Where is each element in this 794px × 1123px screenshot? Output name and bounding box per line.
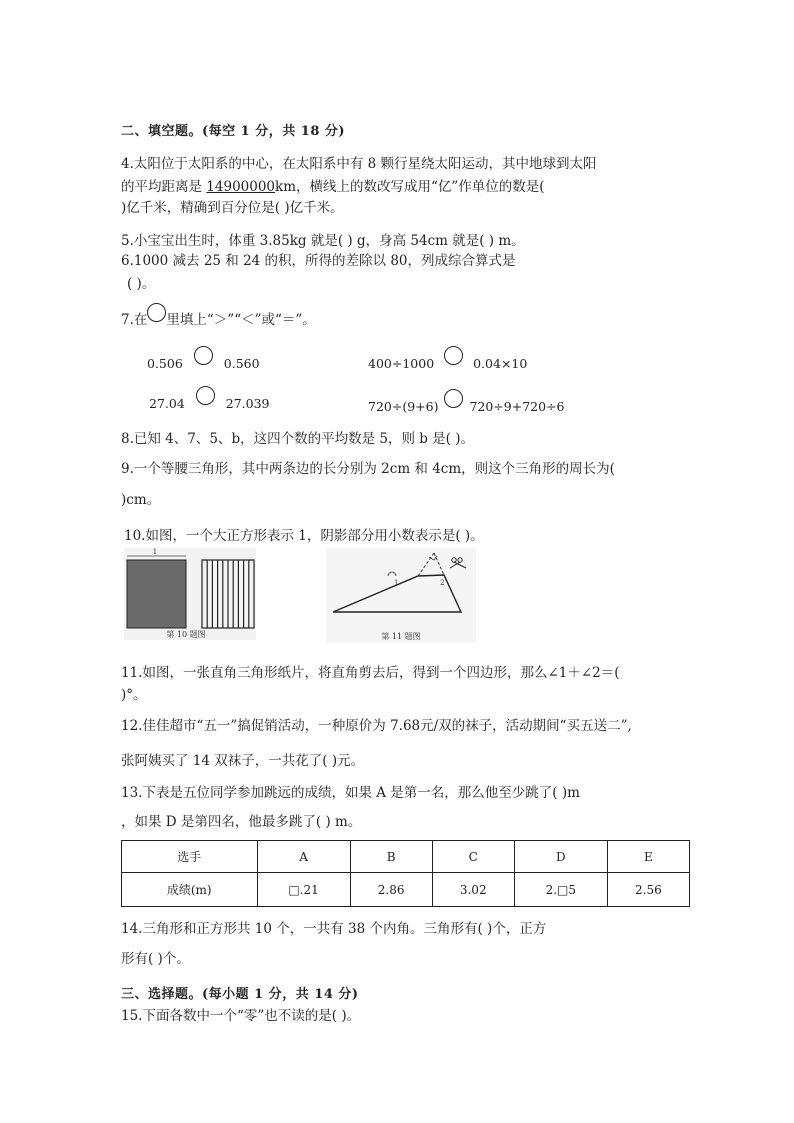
table-cell: 成绩(m) (122, 873, 258, 907)
fig11-angle1-label: 1 (394, 579, 399, 587)
table-header-cell: B (350, 841, 432, 873)
fig10-label: 第 10 题图 (166, 630, 206, 639)
table-row (122, 873, 690, 907)
q7-post: 里填上“＞”“＜”或“＝”。 (166, 312, 316, 328)
table-cell: 2.□5 (514, 873, 607, 907)
table-header-cell: C (432, 841, 514, 873)
section-3-title: 三、选择题。(每小题 1 分，共 14 分) (121, 987, 359, 1002)
compare-left: 720÷(9+6) (368, 399, 439, 414)
table-cell: 2.56 (607, 873, 689, 907)
q7-pre: 7.在 (121, 312, 148, 328)
compare-circle[interactable] (194, 346, 213, 365)
table-header-cell: D (514, 841, 607, 873)
q12-line2: 张阿姨买了 14 双袜子，一共花了( )元。 (121, 753, 365, 769)
q4-line2-post: km，横线上的数改写成用“亿”作单位的数是( (275, 179, 545, 195)
compare-right: 720÷9+720÷6 (469, 399, 565, 414)
q7-compare-2 (368, 346, 527, 371)
q6-line2: ( )。 (127, 276, 156, 292)
q4-line2-pre: 的平均距离是 (121, 179, 207, 195)
fig10-shaded-square (127, 560, 186, 628)
q4-underlined-number: 14900000 (206, 179, 276, 195)
fig10-top-label: 1 (152, 548, 158, 556)
q13-line2: ，如果 D 是第四名，他最多跳了( ) m。 (121, 814, 362, 830)
table-header-row (122, 841, 690, 873)
compare-right: 0.560 (223, 356, 260, 371)
section-2-title: 二、填空题。(每空 1 分，共 18 分) (121, 124, 346, 139)
fig11-angle2-label: 2 (440, 579, 445, 587)
q10-text: 10.如图，一个大正方形表示 1，阴影部分用小数表示是( )。 (124, 528, 484, 544)
q7-compare-4 (368, 389, 564, 414)
q7-compare-3 (149, 386, 270, 411)
table-cell: □.21 (257, 873, 350, 907)
q14-line1: 14.三角形和正方形共 10 个，一共有 38 个内角。三角形有( )个，正方 (121, 921, 547, 937)
compare-left: 27.04 (149, 396, 185, 411)
table-cell: 3.02 (432, 873, 514, 907)
fig11-label: 第 11 题图 (381, 632, 421, 641)
compare-left: 0.506 (147, 356, 183, 371)
q4-line2 (121, 175, 545, 195)
q6-line1: 6.1000 减去 25 和 24 的积，所得的差除以 80，列成综合算式是 (121, 253, 516, 269)
score-table (121, 840, 690, 907)
q15-text: 15.下面各数中一个“零”也不读的是( )。 (121, 1008, 361, 1024)
q13-line1: 13.下表是五位同学参加跳远的成绩，如果 A 是第一名，那么他至少跳了( )m (121, 785, 580, 801)
figure-11 (326, 548, 476, 643)
compare-circle[interactable] (444, 346, 463, 365)
q12-line1: 12.佳佳超市“五一”搞促销活动，一种原价为 7.68元/双的袜子，活动期间“买五送二”, (121, 718, 632, 734)
table-header-cell: A (257, 841, 350, 873)
compare-right: 0.04×10 (473, 356, 528, 371)
q11-line2: )°。 (121, 687, 147, 703)
q9-line1: 9.一个等腰三角形，其中两条边的长分别为 2cm 和 4cm，则这个三角形的周长为( (121, 461, 615, 477)
q8-text: 8.已知 4、7、5、b，这四个数的平均数是 5，则 b 是( )。 (121, 431, 475, 447)
compare-left: 400÷1000 (368, 356, 435, 371)
q4-line1: 4.太阳位于太阳系的中心，在太阳系中有 8 颗行星绕太阳运动，其中地球到太阳 (121, 156, 597, 172)
compare-circle[interactable] (444, 389, 463, 408)
q7-compare-1 (147, 346, 260, 371)
circle-icon (147, 303, 166, 322)
compare-circle[interactable] (196, 386, 215, 405)
q14-line2: 形有( )个。 (121, 951, 190, 967)
compare-right: 27.039 (225, 396, 270, 411)
table-cell: 2.86 (350, 873, 432, 907)
table-header-cell: 选手 (122, 841, 258, 873)
q4-line3: )亿千米，精确到百分位是( )亿千米。 (121, 200, 344, 216)
q9-line2: )cm。 (121, 492, 161, 508)
q11-line1: 11.如图，一张直角三角形纸片，将直角剪去后，得到一个四边形，那么∠1＋∠2＝( (121, 665, 620, 681)
figure-10 (124, 548, 256, 640)
q5-text: 5.小宝宝出生时，体重 3.85kg 就是( ) g，身高 54cm 就是( ) m。 (121, 233, 525, 249)
table-header-cell: E (607, 841, 689, 873)
q7-title (121, 303, 316, 328)
